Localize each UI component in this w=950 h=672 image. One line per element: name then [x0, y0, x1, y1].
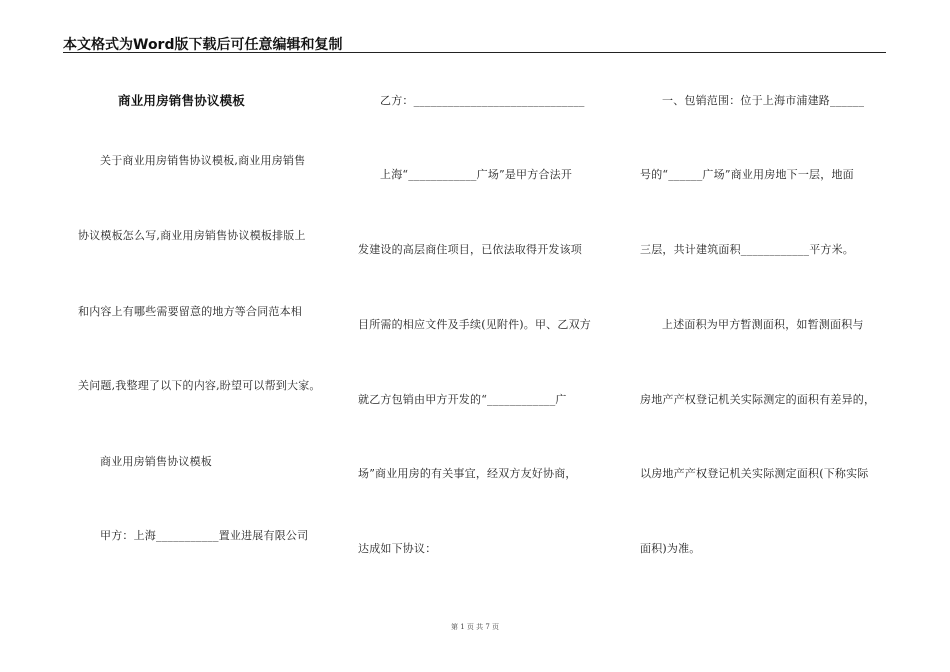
document-title: 商业用房销售协议模板 — [118, 93, 246, 108]
paragraph-line: 三层，共计建筑面积____________平方米。 — [640, 243, 854, 256]
paragraph-line: 就乙方包销由甲方开发的“____________广 — [358, 393, 567, 406]
paragraph-line: 上述面积为甲方暂测面积，如暂测面积与 — [662, 318, 864, 331]
paragraph-line: 达成如下协议： — [358, 542, 437, 555]
paragraph-line: 和内容上有哪些需要留意的地方等合同范本相 — [78, 305, 302, 318]
paragraph-line: 发建设的高层商住项目，已依法取得开发该项 — [358, 243, 582, 256]
paragraph-line: 协议模板怎么写,商业用房销售协议模板排版上 — [78, 229, 306, 242]
party-a-line: 甲方：上海___________置业进展有限公司 — [100, 529, 309, 542]
paragraph-line: 关问题,我整理了以下的内容,盼望可以帮到大家。 — [78, 379, 321, 392]
paragraph-line: 以房地产产权登记机关实际测定面积(下称实际 — [640, 467, 869, 480]
party-b-line: 乙方：______________________________ — [380, 94, 585, 107]
paragraph-line: 关于商业用房销售协议模板,商业用房销售 — [100, 154, 306, 167]
paragraph-line: 目所需的相应文件及手续(见附件)。甲、乙双方 — [358, 318, 591, 331]
page-number: 第 1 页 共 7 页 — [450, 623, 500, 631]
paragraph-line: 上海“____________广场”是甲方合法开 — [380, 168, 573, 181]
paragraph-line: 面积)为准。 — [640, 542, 701, 555]
paragraph-line: 房地产产权登记机关实际测定的面积有差异的， — [640, 393, 876, 406]
header-divider — [63, 52, 886, 53]
clause-heading: 一、包销范围：位于上海市浦建路______ — [662, 94, 865, 107]
document-header-title: 本文格式为Word版下载后可任意编辑和复制 — [63, 37, 343, 53]
paragraph-line: 号的“______广场”商业用房地下一层，地面 — [640, 168, 854, 181]
paragraph-line: 场”商业用房的有关事宜，经双方友好协商， — [358, 467, 577, 480]
section-heading: 商业用房销售协议模板 — [100, 455, 212, 468]
